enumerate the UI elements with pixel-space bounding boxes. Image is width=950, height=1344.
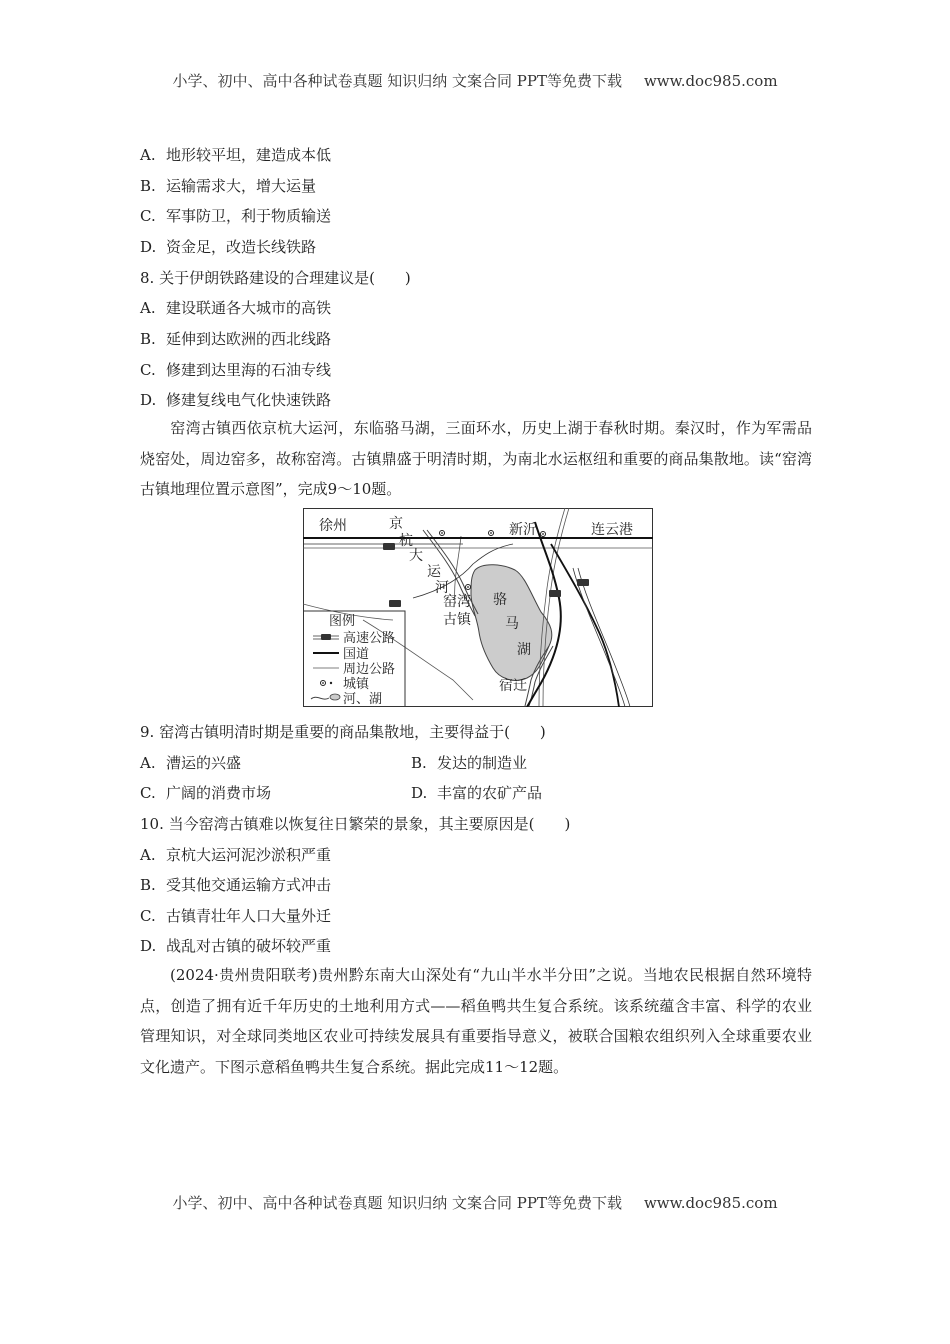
page-footer xyxy=(0,1192,950,1213)
label-lake-2: 马 xyxy=(505,616,519,632)
legend-river-lake: 河、湖 xyxy=(343,692,383,707)
passage-yaowan: 窑湾古镇西依京杭大运河，东临骆马湖，三面环水，历史上湖于春秋时期。秦汉时，作为军需品烧窑处，周边窑多，故称窑湾。古镇鼎盛于明清时期，为南北水运枢纽和重要的商品集散地。读“窑湾古镇地理位置示意图”，完成9～10题。 xyxy=(140,419,812,498)
q9-option-b: B. 发达的制造业 xyxy=(411,754,528,772)
legend-national-road: 国道 xyxy=(343,647,370,662)
q9-options-row-1 xyxy=(140,752,700,773)
q9-option-d: D. 丰富的农矿产品 xyxy=(411,784,543,802)
passage-rice-fish-duck: (2024·贵州贵阳联考)贵州黔东南大山深处有“九山半水半分田”之说。当地农民根据自然环境特点，创造了拥有近千年历史的土地利用方式——稻鱼鸭共生复合系统。该系统蕴含丰富、科学的农业管理知识，对全球同类地区农业可持续发展具有重要指导意义，被联合国粮农组织列入全球重要农业文化遗产。下图示意稻鱼鸭共生复合系统。据此完成11～12题。 xyxy=(140,966,812,1076)
label-canal-2: 杭 xyxy=(399,533,413,549)
q10-option-d: D. 战乱对古镇的破坏较严重 xyxy=(140,937,332,955)
label-lake-3: 湖 xyxy=(517,642,531,658)
q10-option-a: A. 京杭大运河泥沙淤积严重 xyxy=(140,846,332,864)
q8-option-c: C. 修建到达里海的石油专线 xyxy=(140,361,332,379)
label-xinyi: 新沂 xyxy=(509,522,537,538)
q7-option-a: A. 地形较平坦，建造成本低 xyxy=(140,146,332,164)
q10-option-b: B. 受其他交通运输方式冲击 xyxy=(140,876,332,894)
label-town-2: 古镇 xyxy=(443,612,471,628)
label-xuzhou: 徐州 xyxy=(319,518,347,534)
q7-option-b: B. 运输需求大，增大运量 xyxy=(140,177,317,195)
q9-options-row-2 xyxy=(140,782,700,803)
q8-stem: 8. 关于伊朗铁路建设的合理建议是( ) xyxy=(140,269,411,287)
label-lake-1: 骆 xyxy=(493,592,507,608)
legend-expressway: 高速公路 xyxy=(343,631,396,646)
q9-option-c: C. 广阔的消费市场 xyxy=(140,784,272,802)
legend-town: 城镇 xyxy=(343,677,370,692)
q8-option-b: B. 延伸到达欧洲的西北线路 xyxy=(140,330,332,348)
header-site[interactable]: www.doc985.com xyxy=(643,72,778,90)
label-canal-5: 河 xyxy=(435,580,449,596)
label-canal-1: 京 xyxy=(389,516,403,532)
q7-option-c: C. 军事防卫，利于物质输送 xyxy=(140,207,332,225)
label-canal-4: 运 xyxy=(427,564,441,580)
footer-site[interactable]: www.doc985.com xyxy=(643,1194,778,1212)
legend-local-road: 周边公路 xyxy=(343,662,396,677)
yaowan-location-map xyxy=(303,508,653,707)
q8-option-d: D. 修建复线电气化快速铁路 xyxy=(140,391,332,409)
q10-stem: 10. 当今窑湾古镇难以恢复往日繁荣的景象，其主要原因是( ) xyxy=(140,815,571,833)
legend-title: 图例 xyxy=(329,614,356,629)
page-header xyxy=(0,70,950,91)
label-canal-3: 大 xyxy=(409,548,423,564)
footer-text: 小学、初中、高中各种试卷真题 知识归纳 文案合同 PPT等免费下载 xyxy=(172,1194,622,1212)
label-town-1: 窑湾 xyxy=(443,594,471,610)
label-suqian: 宿迁 xyxy=(499,678,527,694)
q9-option-a: A. 漕运的兴盛 xyxy=(140,754,242,772)
label-lianyungang: 连云港 xyxy=(591,522,633,538)
q7-option-d: D. 资金足，改造长线铁路 xyxy=(140,238,317,256)
q9-stem: 9. 窑湾古镇明清时期是重要的商品集散地，主要得益于( ) xyxy=(140,723,546,741)
q10-option-c: C. 古镇青壮年人口大量外迁 xyxy=(140,907,332,925)
q8-option-a: A. 建设联通各大城市的高铁 xyxy=(140,299,332,317)
header-text: 小学、初中、高中各种试卷真题 知识归纳 文案合同 PPT等免费下载 xyxy=(172,72,622,90)
